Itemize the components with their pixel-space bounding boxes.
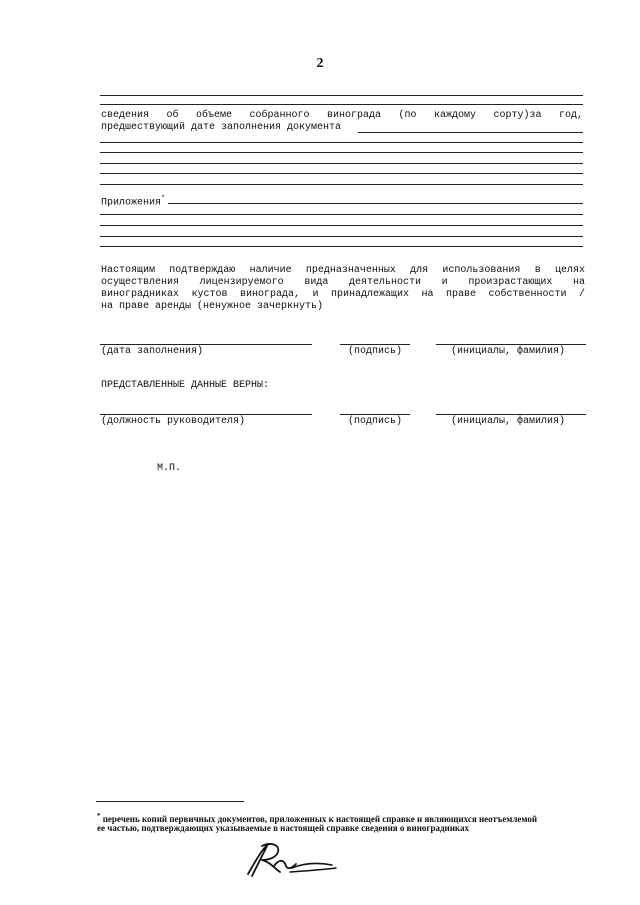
- form-line: [100, 225, 583, 226]
- form-line: [100, 142, 583, 143]
- footnote-line-2: ее частью, подтверждающих указываемые в настоящей справке сведения о виноградниках: [97, 823, 469, 833]
- initials-field-line: [436, 414, 586, 415]
- footnote-line-1: * перечень копий первичных документов, приложенных к настоящей справке и являющихся неотъемлемой: [97, 812, 538, 824]
- initials-label: (инициалы, фамилия): [451, 346, 566, 357]
- date-label: (дата заполнения): [101, 346, 204, 357]
- form-line: [100, 95, 583, 96]
- position-field-line: [100, 414, 312, 415]
- harvest-line-2: предшествующий дате заполнения документа: [101, 122, 342, 133]
- form-line: [100, 246, 583, 247]
- form-line: [100, 163, 583, 164]
- form-line: [100, 152, 583, 153]
- confirmation-line-3: виноградниках кустов винограда, и принадлежащих на праве собственности /: [101, 289, 585, 300]
- form-line: [168, 203, 583, 204]
- confirmation-line-4: на праве аренды (ненужное зачеркнуть): [101, 301, 324, 312]
- form-line: [358, 132, 583, 133]
- verified-heading: ПРЕДСТАВЛЕННЫЕ ДАННЫЕ ВЕРНЫ:: [101, 380, 270, 391]
- signature-label: (подпись): [348, 346, 403, 357]
- attachments-label: Приложения*: [101, 195, 166, 209]
- harvest-line-1: сведения об объеме собранного винограда (по каждому сорту)за год,: [101, 110, 583, 121]
- position-label: (должность руководителя): [101, 416, 246, 427]
- signature-icon: [240, 838, 340, 882]
- signature-label: (подпись): [348, 416, 403, 427]
- form-line: [100, 104, 583, 105]
- form-line: [100, 184, 583, 185]
- confirmation-line-1: Настоящим подтверждаю наличие предназначенных для использования в целях: [101, 265, 585, 276]
- form-line: [100, 173, 583, 174]
- initials-label: (инициалы, фамилия): [451, 416, 566, 427]
- form-line: [100, 214, 583, 215]
- initials-field-line: [436, 344, 586, 345]
- signature-field-line: [340, 344, 410, 345]
- confirmation-line-2: осуществления лицензируемого вида деятельности и произрастающих на: [101, 277, 585, 288]
- page-number: 2: [316, 56, 324, 71]
- date-field-line: [100, 344, 312, 345]
- signature-field-line: [340, 414, 410, 415]
- footnote-separator: [96, 801, 244, 802]
- stamp-label: М.П.: [157, 463, 182, 474]
- form-line: [100, 236, 583, 237]
